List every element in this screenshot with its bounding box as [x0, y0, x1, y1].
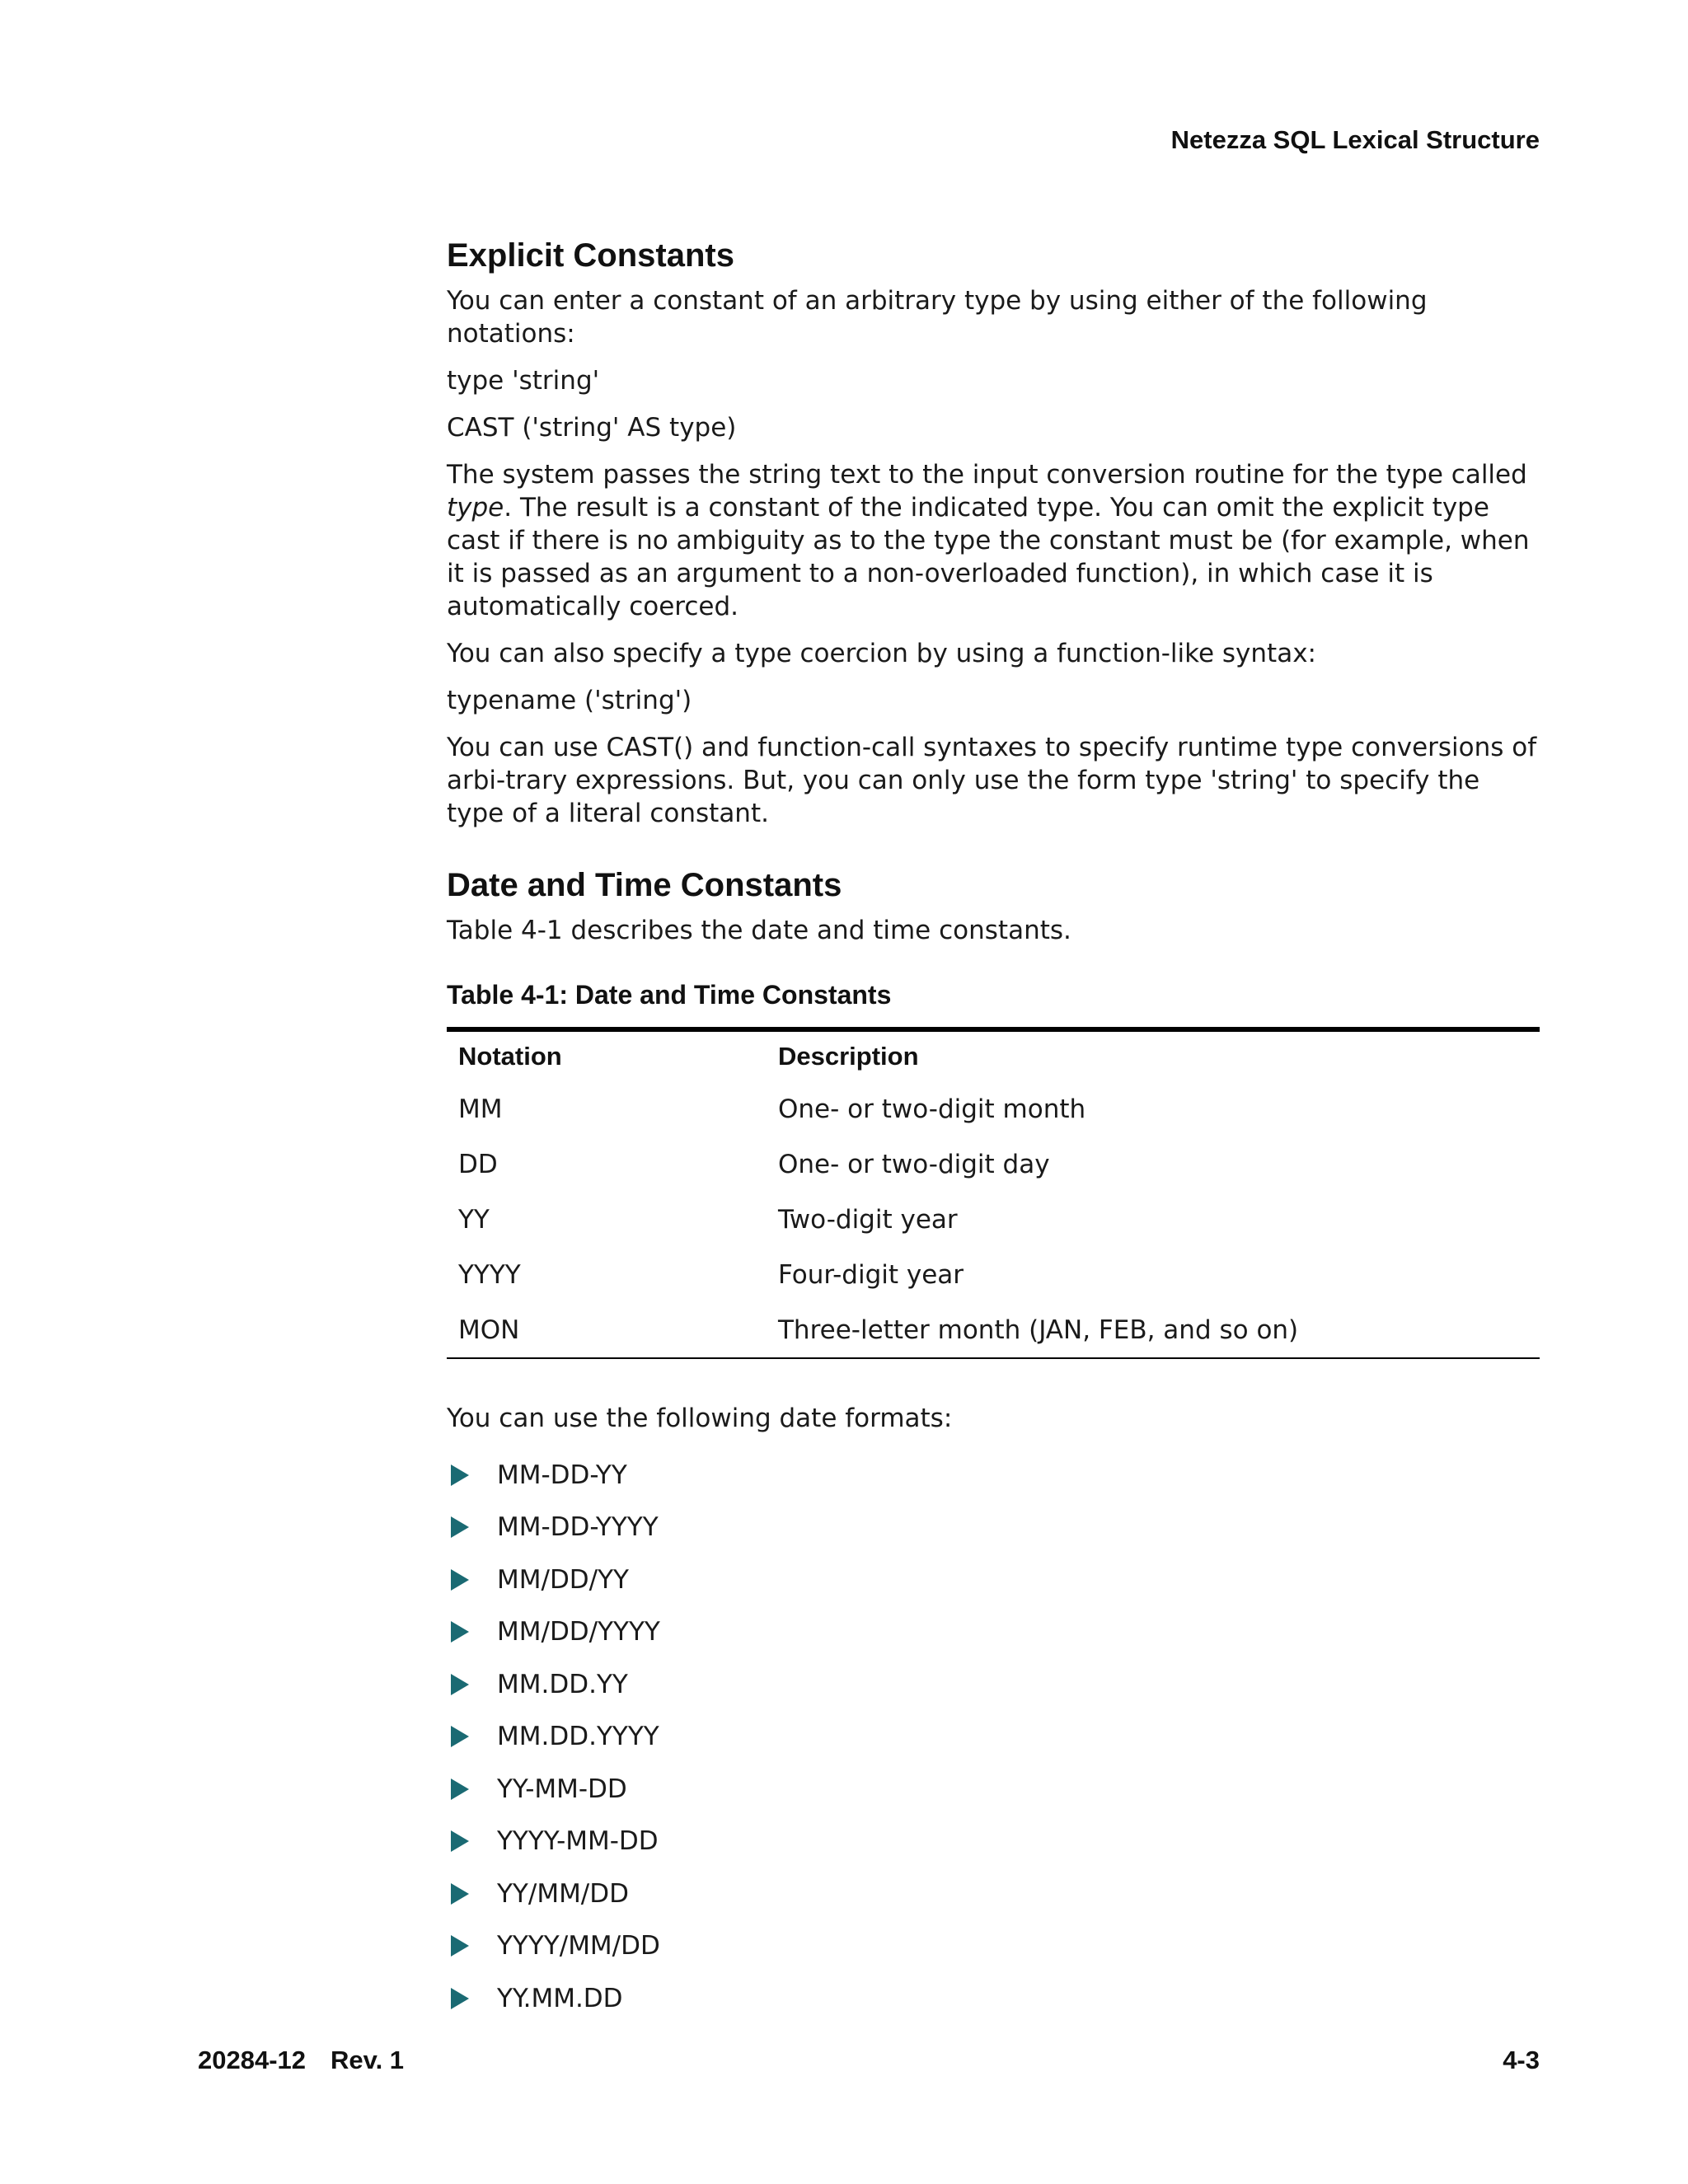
date-format: YY.MM.DD — [497, 1983, 623, 2013]
page-content — [447, 235, 1540, 2025]
date-format: YYYY-MM-DD — [497, 1826, 659, 1857]
column-header-notation: Notation — [458, 1042, 562, 1071]
list-item — [451, 1449, 1540, 1502]
footer-doc-id — [198, 2046, 404, 2075]
notation-cell: YYYY — [458, 1259, 521, 1290]
paragraph: Table 4-1 describes the date and time constants. — [447, 916, 1071, 945]
paragraph: You can use the following date formats: — [447, 1404, 953, 1433]
date-format: MM/DD/YYYY — [497, 1617, 660, 1647]
triangle-right-icon — [451, 1465, 469, 1486]
description-cell: Four-digit year — [778, 1259, 964, 1290]
syntax-line: type 'string' — [447, 366, 600, 396]
revision: Rev. 1 — [331, 2046, 405, 2074]
description-cell: Two-digit year — [778, 1204, 958, 1235]
date-format: YY-MM-DD — [497, 1774, 627, 1804]
text-span: . The result is a constant of the indicated type. You can omit the explicit type cast if there is no ambiguity as to the type the constant must be (for example, when it is passed as an argument to a non-overloaded function), in which case it is automatically coerced. — [447, 493, 1530, 621]
column-header-description: Description — [778, 1042, 919, 1071]
triangle-right-icon — [451, 1779, 469, 1800]
list-item — [451, 1868, 1540, 1920]
date-format: MM-DD-YYYY — [497, 1512, 659, 1543]
list-item — [451, 1972, 1540, 2025]
list-item — [451, 1554, 1540, 1606]
list-item — [451, 1658, 1540, 1711]
table-row — [447, 1192, 1540, 1247]
date-format: YYYY/MM/DD — [497, 1931, 660, 1961]
text-span: The system passes the string text to the input conversion routine for the type called — [447, 460, 1527, 490]
date-format: MM.DD.YY — [497, 1669, 628, 1699]
notation-cell: DD — [458, 1149, 498, 1179]
date-format: MM.DD.YYYY — [497, 1722, 659, 1752]
description-cell: Three-letter month (JAN, FEB, and so on) — [778, 1315, 1299, 1345]
paragraph: You can use CAST() and function-call syntaxes to specify runtime type conversions of arbi-trary expressions. But, you can only use the form type 'string' to specify the type of a literal constant. — [447, 733, 1537, 828]
date-time-constants-table — [447, 1027, 1540, 1359]
notation-cell: YY — [458, 1204, 490, 1235]
list-item — [451, 1763, 1540, 1816]
description-cell: One- or two-digit day — [778, 1149, 1050, 1179]
date-format: MM/DD/YY — [497, 1564, 629, 1595]
triangle-right-icon — [451, 1935, 469, 1957]
triangle-right-icon — [451, 1516, 469, 1538]
doc-number: 20284-12 — [198, 2046, 307, 2074]
list-item — [451, 1920, 1540, 1973]
list-item — [451, 1502, 1540, 1554]
paragraph: You can enter a constant of an arbitrary type by using either of the following notations: — [447, 286, 1428, 349]
table-row — [447, 1247, 1540, 1302]
running-header: Netezza SQL Lexical Structure — [1170, 125, 1540, 154]
section-heading-date-time-constants: Date and Time Constants — [447, 867, 842, 903]
syntax-line: CAST ('string' AS type) — [447, 413, 737, 443]
syntax-line: typename ('string') — [447, 686, 692, 715]
page-number: 4-3 — [1503, 2046, 1540, 2074]
notation-cell: MON — [458, 1315, 520, 1345]
list-item — [451, 1606, 1540, 1659]
table-row — [447, 1302, 1540, 1358]
section-heading-explicit-constants: Explicit Constants — [447, 237, 734, 274]
triangle-right-icon — [451, 1621, 469, 1643]
triangle-right-icon — [451, 1883, 469, 1905]
table-row — [447, 1137, 1540, 1192]
italic-term: type — [447, 493, 504, 523]
table-row — [447, 1081, 1540, 1137]
paragraph: You can also specify a type coercion by using a function-like syntax: — [447, 639, 1316, 668]
description-cell: One- or two-digit month — [778, 1094, 1086, 1124]
table-header-row — [447, 1029, 1540, 1081]
triangle-right-icon — [451, 1674, 469, 1695]
date-format: YY/MM/DD — [497, 1878, 629, 1909]
date-formats-list — [447, 1449, 1540, 2025]
list-item — [451, 1816, 1540, 1868]
date-format: MM-DD-YY — [497, 1460, 627, 1490]
list-item — [451, 1711, 1540, 1764]
triangle-right-icon — [451, 1569, 469, 1591]
triangle-right-icon — [451, 1830, 469, 1852]
paragraph — [447, 458, 1540, 623]
triangle-right-icon — [451, 1988, 469, 2009]
notation-cell: MM — [458, 1094, 503, 1124]
triangle-right-icon — [451, 1726, 469, 1747]
table-caption: Table 4-1: Date and Time Constants — [447, 980, 892, 1010]
